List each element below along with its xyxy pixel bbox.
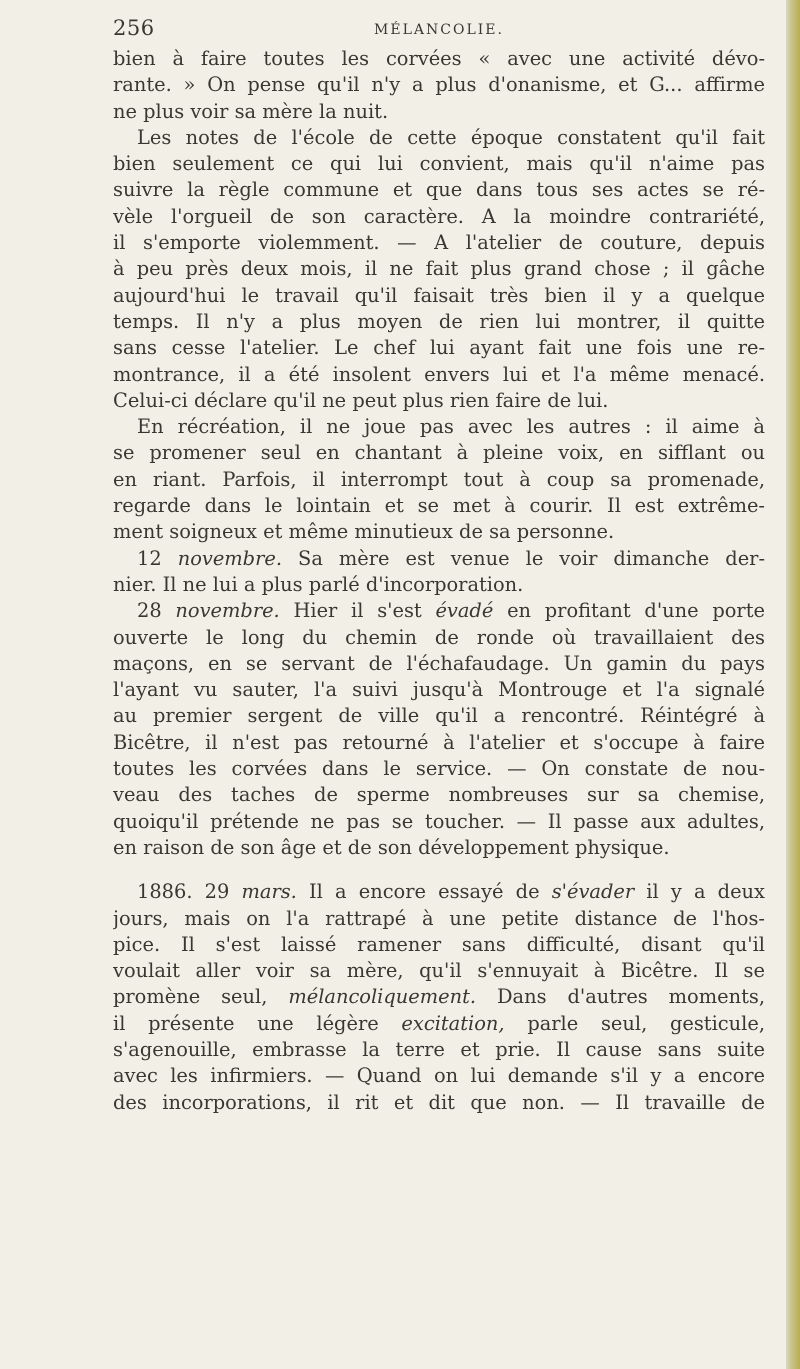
text-line: se promener seul en chantant à pleine voix, en sifflant ou xyxy=(113,441,765,465)
text-line: ment soigneux et même minutieux de sa personne. xyxy=(113,520,615,544)
text-line: avec les infirmiers. — Quand on lui demande s'il y a encore xyxy=(113,1064,765,1088)
body-text xyxy=(113,46,765,1116)
text-fragment: il présente une légère xyxy=(113,1011,379,1035)
text-fragment: parle seul, gesticule, xyxy=(527,1011,765,1035)
text-line: voulait aller voir sa mère, qu'il s'ennuyait à Bicêtre. Il se xyxy=(113,959,765,983)
text-line: bien seulement ce qui lui convient, mais qu'il n'aime pas xyxy=(113,152,765,176)
date-month: novembre. xyxy=(177,546,283,570)
text-line: en raison de son âge et de son développement physique. xyxy=(113,835,670,859)
text-fragment: promène seul, xyxy=(113,985,268,1009)
italic-word: évadé xyxy=(435,599,494,623)
running-head-title: MÉLANCOLIE. xyxy=(374,22,504,38)
text-fragment: Sa mère est venue le voir dimanche der- xyxy=(298,546,765,570)
text-line: ouverte le long du chemin de ronde où travaillaient des xyxy=(113,625,765,649)
text-line: Celui-ci déclare qu'il ne peut plus rien faire de lui. xyxy=(113,388,609,412)
text-line: en riant. Parfois, il interrompt tout à coup sa promenade, xyxy=(113,467,765,491)
text-line: Bicêtre, il n'est pas retourné à l'atelier et s'occupe à faire xyxy=(113,730,765,754)
text-fragment: Dans d'autres moments, xyxy=(497,985,765,1009)
text-line: ne plus voir sa mère la nuit. xyxy=(113,99,389,123)
date-month: novembre. xyxy=(175,599,280,623)
text-line-excitation xyxy=(113,1011,765,1037)
text-line: montrance, il a été insolent envers lui et l'a même menacé. xyxy=(113,362,765,386)
text-line: pice. Il s'est laissé ramener sans difficulté, disant qu'il xyxy=(113,932,765,956)
text-fragment: en profitant d'une porte xyxy=(507,599,765,623)
date-day: 29 xyxy=(204,880,230,904)
text-line: suivre la règle commune et que dans tous ses actes se ré- xyxy=(113,178,765,202)
italic-word: mélancoliquement. xyxy=(288,985,477,1009)
text-line: toutes les corvées dans le service. — On constate de nou- xyxy=(113,757,765,781)
text-line: bien à faire toutes les corvées « avec une activité dévo- xyxy=(113,47,765,70)
page-edge xyxy=(786,0,800,1369)
italic-word: s'évader xyxy=(551,880,635,904)
text-line: vèle l'orgueil de son caractère. A la moindre contrariété, xyxy=(113,204,765,228)
text-line-melancoliquement xyxy=(113,984,765,1010)
text-line: s'agenouille, embrasse la terre et prie. Il cause sans suite xyxy=(113,1037,765,1061)
text-fragment: Il a encore essayé de xyxy=(309,880,540,904)
text-line-1886 xyxy=(113,879,765,905)
text-line: Les notes de l'école de cette époque constatent qu'il fait xyxy=(137,125,765,149)
text-line: à peu près deux mois, il ne fait plus grand chose ; il gâche xyxy=(113,257,765,281)
text-fragment: Hier il s'est xyxy=(293,599,422,623)
date-day: 28 xyxy=(137,599,162,623)
text-line: nier. Il ne lui a plus parlé d'incorporation. xyxy=(113,572,524,596)
page-number: 256 xyxy=(113,16,155,40)
text-line: il s'emporte violemment. — A l'atelier de couture, depuis xyxy=(113,231,765,255)
text-line: quoiqu'il prétende ne pas se toucher. — Il passe aux adultes, xyxy=(113,809,765,833)
text-line: des incorporations, il rit et dit que non. — Il travaille de xyxy=(113,1090,765,1114)
date-month: mars. xyxy=(241,880,297,904)
text-line: regarde dans le lointain et se met à courir. Il est extrême- xyxy=(113,494,765,518)
year: 1886. xyxy=(137,880,193,904)
date-day: 12 xyxy=(137,546,162,570)
text-line-nov28 xyxy=(113,598,765,624)
text-line: au premier sergent de ville qu'il a rencontré. Réintégré à xyxy=(113,704,765,728)
text-line: jours, mais on l'a rattrapé à une petite distance de l'hos- xyxy=(113,906,765,930)
running-head xyxy=(113,16,765,46)
text-line: temps. Il n'y a plus moyen de rien lui montrer, il quitte xyxy=(113,309,765,333)
text-line: aujourd'hui le travail qu'il faisait très bien il y a quelque xyxy=(113,283,765,307)
italic-word: excitation, xyxy=(401,1011,505,1035)
text-line: l'ayant vu sauter, l'a suivi jusqu'à Montrouge et l'a signalé xyxy=(113,678,765,702)
text-fragment: il y a deux xyxy=(646,880,765,904)
text-line-nov12 xyxy=(113,546,765,572)
text-line: En récréation, il ne joue pas avec les autres : il aime à xyxy=(137,415,765,439)
text-line: rante. » On pense qu'il n'y a plus d'onanisme, et G... affirme xyxy=(113,73,765,97)
text-line: veau des taches de sperme nombreuses sur sa chemise, xyxy=(113,783,765,807)
text-line: maçons, en se servant de l'échafaudage. Un gamin du pays xyxy=(113,651,765,675)
text-line: sans cesse l'atelier. Le chef lui ayant fait une fois une re- xyxy=(113,336,765,360)
